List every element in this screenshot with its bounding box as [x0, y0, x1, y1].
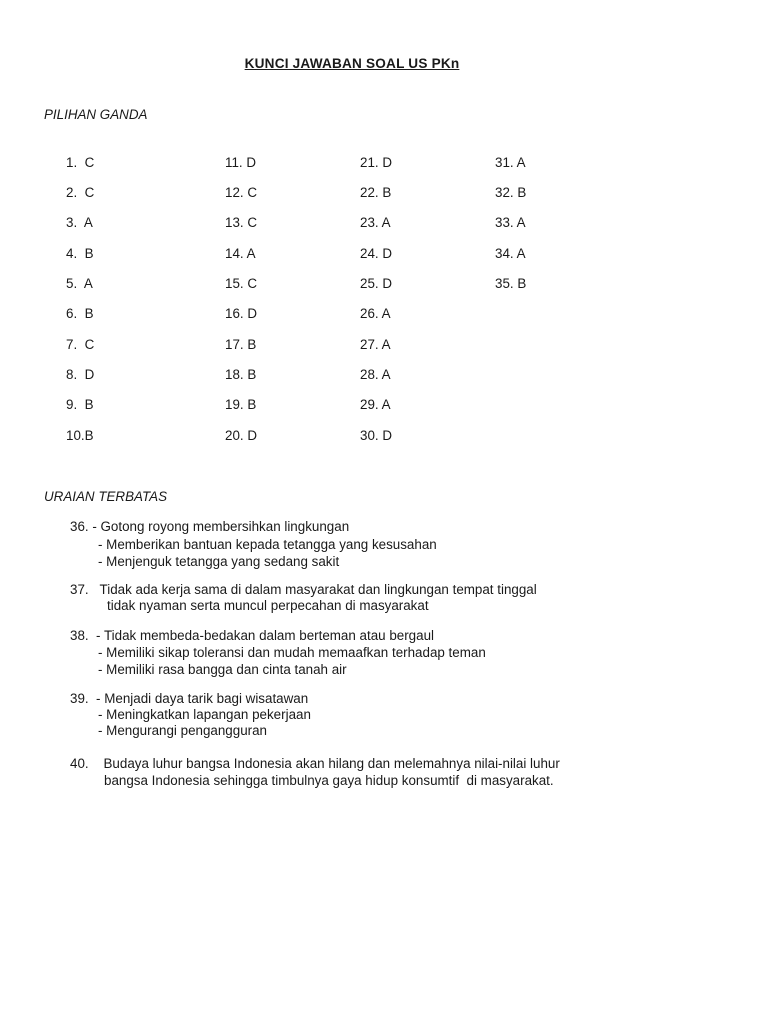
essay-answer-39-line-1: 39. - Menjadi daya tarik bagi wisatawan	[70, 691, 309, 706]
answer-item: 2. C	[66, 185, 95, 200]
answer-item: 18. B	[225, 367, 257, 382]
answer-item: 9. B	[66, 397, 94, 412]
essay-answer-38-line-3: - Memiliki rasa bangga dan cinta tanah air	[98, 662, 347, 677]
answer-item: 15. C	[225, 276, 258, 291]
answer-item: 34. A	[495, 246, 526, 261]
answer-item: 22. B	[360, 185, 392, 200]
answer-item: 21. D	[360, 155, 393, 170]
answer-item: 27. A	[360, 337, 391, 352]
answer-item: 35. B	[495, 276, 527, 291]
answer-item: 1. C	[66, 155, 95, 170]
answer-item: 10.B	[66, 428, 94, 443]
answer-item: 26. A	[360, 306, 391, 321]
essay-answer-40-line-1: 40. Budaya luhur bangsa Indonesia akan hilang dan melemahnya nilai-nilai luhur	[70, 756, 560, 771]
answer-item: 31. A	[495, 155, 526, 170]
answer-item: 8. D	[66, 367, 95, 382]
answer-item: 13. C	[225, 215, 258, 230]
answer-item: 19. B	[225, 397, 257, 412]
answer-item: 33. A	[495, 215, 526, 230]
answer-item: 5. A	[66, 276, 93, 291]
answer-item: 24. D	[360, 246, 393, 261]
essay-answer-39-line-2: - Meningkatkan lapangan pekerjaan	[98, 707, 311, 722]
answer-item: 11. D	[225, 155, 257, 170]
answer-item: 30. D	[360, 428, 393, 443]
answer-item: 4. B	[66, 246, 94, 261]
essay-answer-36-line-2: - Memberikan bantuan kepada tetangga yang kesusahan	[98, 537, 437, 552]
answer-item: 14. A	[225, 246, 256, 261]
answer-item: 20. D	[225, 428, 258, 443]
answer-item: 23. A	[360, 215, 391, 230]
essay-answer-38-line-2: - Memiliki sikap toleransi dan mudah memaafkan terhadap teman	[98, 645, 486, 660]
multiple-choice-heading: PILIHAN GANDA	[44, 107, 148, 122]
answer-item: 17. B	[225, 337, 257, 352]
essay-answer-36-line-1: 36. - Gotong royong membersihkan lingkungan	[70, 519, 350, 534]
essay-heading: URAIAN TERBATAS	[44, 489, 168, 504]
answer-item: 29. A	[360, 397, 391, 412]
answer-item: 16. D	[225, 306, 258, 321]
essay-answer-36-line-3: - Menjenguk tetangga yang sedang sakit	[98, 554, 340, 569]
answer-item: 32. B	[495, 185, 527, 200]
answer-item: 12. C	[225, 185, 258, 200]
answer-item: 25. D	[360, 276, 393, 291]
page-title: KUNCI JAWABAN SOAL US PKn	[244, 56, 460, 71]
essay-answer-39-line-3: - Mengurangi pengangguran	[98, 723, 267, 738]
essay-answer-37-line-2: tidak nyaman serta muncul perpecahan di masyarakat	[107, 598, 429, 613]
essay-answer-37-line-1: 37. Tidak ada kerja sama di dalam masyarakat dan lingkungan tempat tinggal	[70, 582, 537, 597]
essay-answer-38-line-1: 38. - Tidak membeda-bedakan dalam berteman atau bergaul	[70, 628, 434, 643]
answer-item: 6. B	[66, 306, 94, 321]
answer-item: 3. A	[66, 215, 93, 230]
essay-answer-40-line-2: bangsa Indonesia sehingga timbulnya gaya hidup konsumtif di masyarakat.	[104, 773, 554, 788]
answer-item: 28. A	[360, 367, 391, 382]
answer-item: 7. C	[66, 337, 95, 352]
